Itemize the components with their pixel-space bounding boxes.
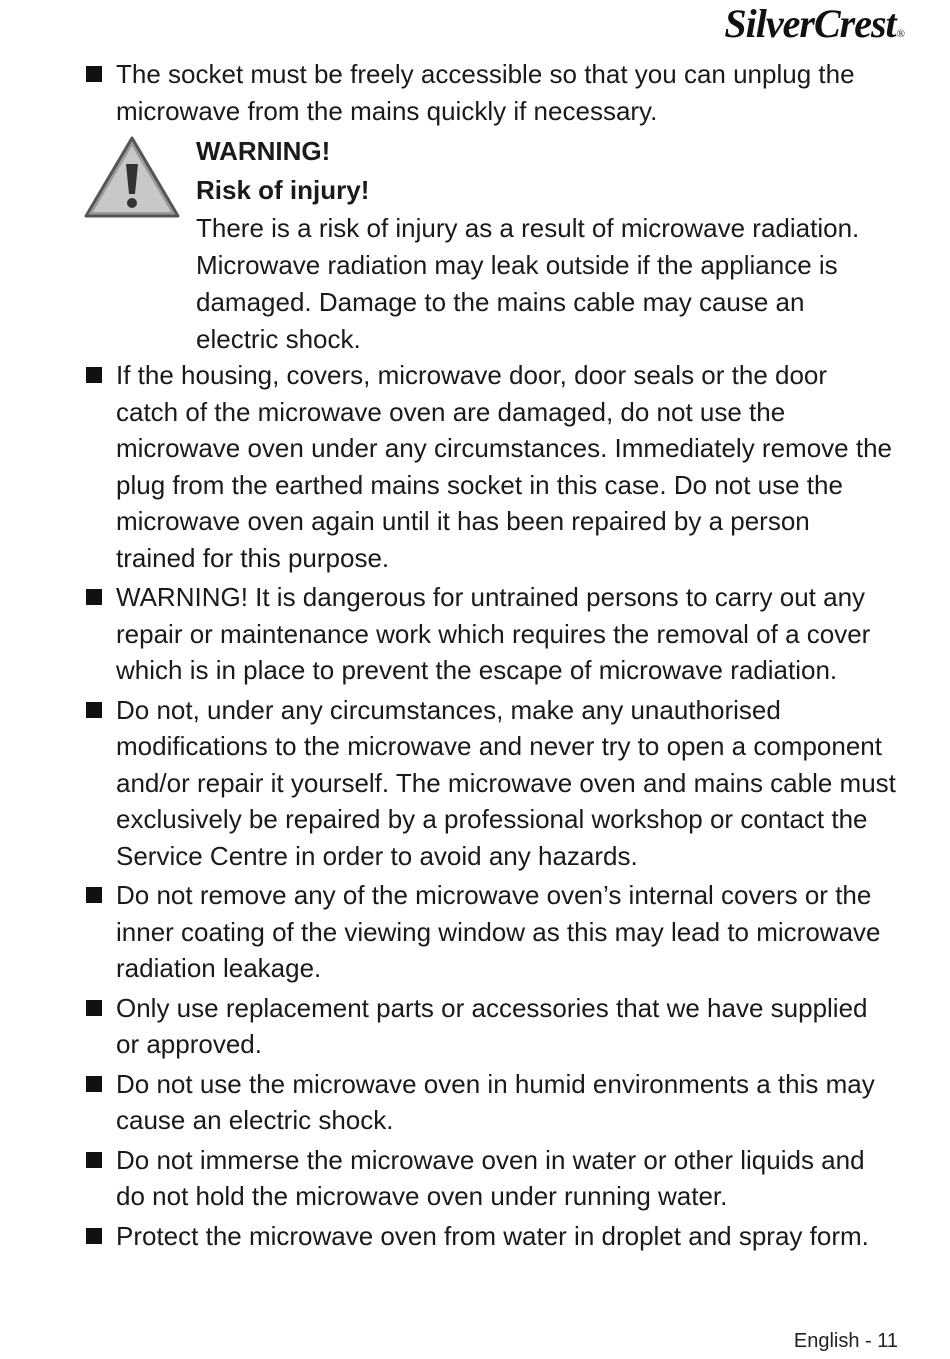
warning-title: WARNING! — [196, 136, 331, 166]
warning-block — [0, 132, 886, 358]
list-item-text: Do not remove any of the microwave oven’s internal covers or the inner coating of the viewing window as this may lead to microwave radiation leakage. — [116, 880, 881, 983]
list-item-text: WARNING! It is dangerous for untrained persons to carry out any repair or maintenance work which requires the removal of a cover which is in place to prevent the escape of microwave radiation. — [116, 582, 871, 685]
list-item — [0, 357, 896, 576]
list-item — [0, 990, 896, 1063]
list-item-text: Only use replacement parts or accessories that we have supplied or approved. — [116, 992, 868, 1059]
list-item — [0, 1142, 896, 1215]
square-bullet-icon — [86, 367, 102, 383]
list-item — [0, 877, 896, 987]
warning-triangle-icon — [82, 134, 182, 220]
square-bullet-icon — [86, 1000, 102, 1016]
list-item — [0, 1066, 896, 1139]
list-item — [0, 692, 896, 875]
list-item — [0, 1218, 896, 1255]
brand-logo — [724, 0, 904, 48]
list-item-text: Do not, under any circumstances, make any unauthorised modifications to the microwave and never try to open a component and/or repair it yourself. The microwave oven and mains cable must exclusively be repaired by a professional workshop or contact the Service Centre in order to avoid any hazards. — [116, 694, 896, 871]
page-number: English - 11 — [793, 1330, 898, 1352]
warning-text: There is a risk of injury as a result of microwave radiation. — [196, 213, 860, 243]
warning-text: Microwave radiation may leak outside if the appliance is damaged. Damage to the mains cable may cause an electric shock. — [196, 250, 838, 354]
square-bullet-icon — [86, 702, 102, 718]
square-bullet-icon — [86, 589, 102, 605]
square-bullet-icon — [86, 1152, 102, 1168]
page-content — [0, 56, 950, 1257]
square-bullet-icon — [86, 1076, 102, 1092]
list-item-text: The socket must be freely accessible so that you can unplug the microwave from the mains quickly if necessary. — [116, 59, 855, 126]
list-item-text: Do not immerse the microwave oven in water or other liquids and do not hold the microwave oven under running water. — [116, 1144, 865, 1211]
list-item-text: Protect the microwave oven from water in droplet and spray form. — [116, 1220, 869, 1251]
list-item-text: If the housing, covers, microwave door, door seals or the door catch of the microwave oven are damaged, do not use the microwave oven under any circumstances. Immediately remove the plug from the earthed mains socket in this case. Do not use the microwave oven again until it has been repaired by a person trained for this purpose. — [116, 360, 892, 573]
list-item — [0, 579, 896, 689]
square-bullet-icon — [86, 1228, 102, 1244]
warning-subtitle: Risk of injury! — [196, 175, 370, 205]
list-item — [0, 56, 896, 129]
list-item-text: Do not use the microwave oven in humid environments a this may cause an electric shock. — [116, 1068, 875, 1135]
brand-name: SilverCrest — [724, 1, 896, 46]
registered-mark: ® — [896, 28, 904, 40]
square-bullet-icon — [86, 887, 102, 903]
square-bullet-icon — [86, 66, 102, 82]
